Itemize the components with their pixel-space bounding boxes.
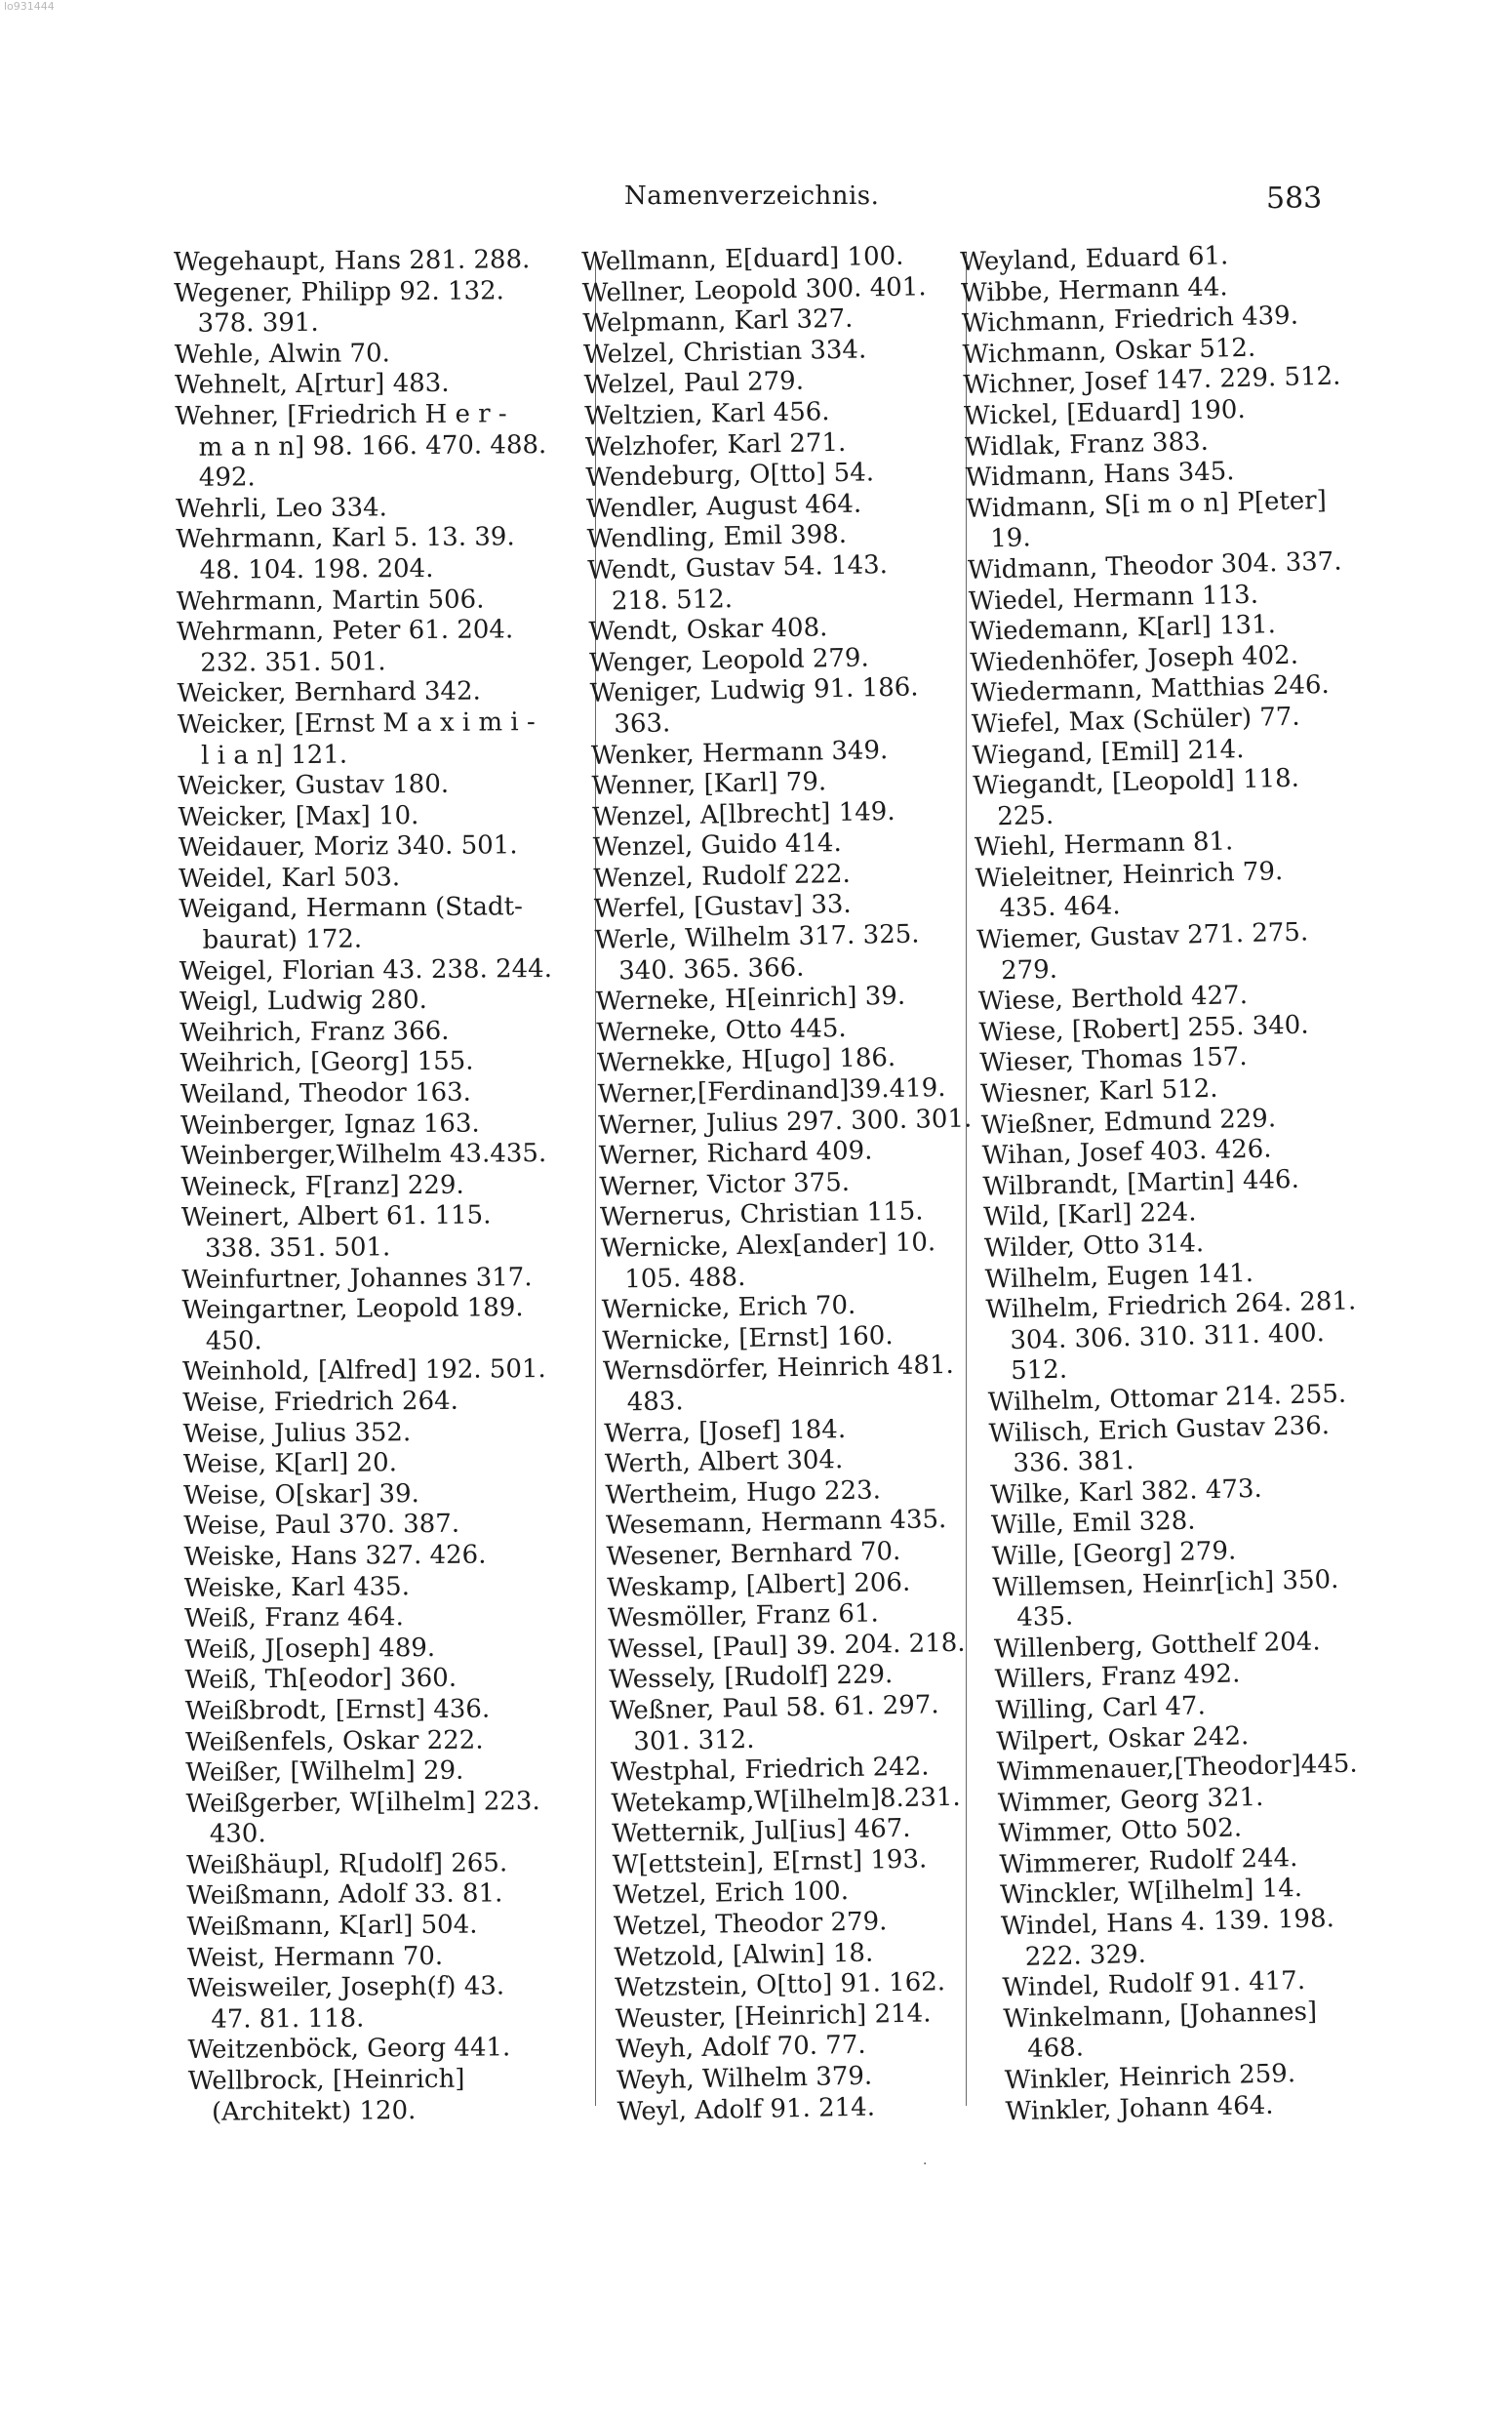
index-entry: Wilbrandt, [Martin] 446. <box>982 1164 1300 1202</box>
index-entry: Weise, K[arl] 20. <box>182 1448 398 1480</box>
index-entry: Wetzel, Theodor 279. <box>613 1907 888 1942</box>
index-entry: Wegener, Philipp 92. 132. <box>174 275 504 308</box>
index-entry: Wiedermann, Matthias 246. <box>970 670 1331 709</box>
index-entry: Weingartner, Leopold 189. <box>181 1293 524 1326</box>
index-entry-continuation: l i a n] 121. <box>200 740 348 771</box>
index-entry: Werneke, Otto 445. <box>596 1013 847 1048</box>
index-entry: Wiegand, [Emil] 214. <box>972 734 1245 771</box>
index-entry: Wiemer, Gustav 271. 275. <box>975 917 1309 955</box>
index-entry: Willing, Carl 47. <box>995 1691 1207 1726</box>
index-entry: Widmann, S[i m o n] P[eter] <box>966 485 1328 524</box>
index-entry-continuation: 430. <box>209 1819 266 1850</box>
index-entry: Weißmann, K[arl] 504. <box>186 1910 478 1943</box>
index-entry: Weise, O[skar] 39. <box>182 1478 419 1511</box>
index-entry: Wenner, [Karl] 79. <box>591 767 827 801</box>
index-entry: Wenzel, Guido 414. <box>592 828 843 864</box>
running-head: Namenverzeichnis. <box>624 182 880 211</box>
index-entry-continuation: 340. 365. 366. <box>617 952 805 987</box>
index-entry: Winkler, Heinrich 259. <box>1004 2059 1296 2096</box>
archive-stamp: lo931444 <box>4 0 55 13</box>
index-entry: Weßner, Paul 58. 61. 297. <box>609 1690 939 1726</box>
index-entry: Weißbrodt, [Ernst] 436. <box>184 1694 491 1726</box>
index-entry: Willers, Franz 492. <box>994 1659 1241 1695</box>
index-entry-continuation: 512. <box>1010 1355 1068 1387</box>
index-entry: Weineck, F[ranz] 229. <box>180 1170 464 1202</box>
index-entry-continuation: 336. 381. <box>1013 1446 1134 1479</box>
index-entry: Wetzold, [Alwin] 18. <box>614 1938 874 1973</box>
index-entry: Wehle, Alwin 70. <box>174 339 390 370</box>
index-entry: Welzel, Paul 279. <box>583 367 805 401</box>
index-entry: Wiedel, Hermann 113. <box>968 580 1259 617</box>
index-entry: Werner,[Ferdinand]39.419. <box>597 1073 946 1109</box>
index-entry: Weltzien, Karl 456. <box>584 397 830 431</box>
print-mark: · <box>923 2157 928 2172</box>
index-entry: Weigel, Florian 43. 238. 244. <box>179 953 553 987</box>
page-number: 583 <box>1266 182 1323 216</box>
index-entry: Wiefel, Max (Schüler) 77. <box>971 702 1300 740</box>
index-entry: Weyland, Eduard 61. <box>960 241 1229 277</box>
index-entry-continuation: 218. 512. <box>611 584 734 617</box>
index-entry: Weidauer, Moriz 340. 501. <box>178 830 518 864</box>
index-entry: Weiß, Th[eodor] 360. <box>184 1664 458 1696</box>
index-entry: Weise, Julius 352. <box>182 1417 412 1449</box>
index-entry-continuation: 225. <box>996 800 1054 831</box>
index-entry: Wehner, [Friedrich H e r - <box>175 399 507 431</box>
index-entry: Weiß, Franz 464. <box>183 1602 404 1634</box>
index-entry: Widmann, Hans 345. <box>965 457 1235 494</box>
index-entry: Wiedenhöfer, Joseph 402. <box>970 640 1299 678</box>
index-entry: Wichmann, Oskar 512. <box>962 333 1256 370</box>
index-entry: Wesemann, Hermann 435. <box>605 1505 947 1542</box>
index-entry: Wehrli, Leo 334. <box>175 493 388 524</box>
index-entry: Wehnelt, A[rtur] 483. <box>174 369 450 401</box>
index-entry: Werth, Albert 304. <box>604 1445 844 1479</box>
index-entry: Wellbrock, [Heinrich] <box>187 2064 465 2096</box>
index-entry: Wendler, August 464. <box>585 489 862 524</box>
index-entry: Weicker, Bernhard 342. <box>177 676 481 709</box>
index-entry: Winckler, W[ilhelm] 14. <box>999 1874 1303 1911</box>
index-entry: Wertheim, Hugo 223. <box>605 1475 882 1511</box>
index-entry: Wendeburg, O[tto] 54. <box>585 458 875 494</box>
index-entry: Weinhold, [Alfred] 192. 501. <box>181 1354 546 1388</box>
index-entry-continuation: 363. <box>614 708 671 740</box>
index-entry: Wenker, Hermann 349. <box>590 735 889 771</box>
index-entry: Wetternik, Jul[ius] 467. <box>611 1814 911 1849</box>
index-entry: Werra, [Josef] 184. <box>604 1414 847 1449</box>
index-entry: Werner, Richard 409. <box>598 1136 873 1172</box>
index-entry: Wetzel, Erich 100. <box>613 1876 850 1912</box>
index-entry-continuation: 468. <box>1026 2033 1085 2065</box>
index-entry: Weicker, [Max] 10. <box>178 800 419 832</box>
index-entry: Wiesner, Karl 512. <box>979 1073 1218 1109</box>
index-entry-continuation: 492. <box>198 463 256 493</box>
index-entry: Weise, Paul 370. 387. <box>183 1510 460 1542</box>
index-entry: Weinberger, Ignaz 163. <box>179 1109 480 1141</box>
index-entry: Wernsdörfer, Heinrich 481. <box>602 1351 955 1388</box>
index-entry: Wellmann, E[duard] 100. <box>581 241 904 277</box>
index-entry: W[ettstein], E[rnst] 193. <box>612 1844 928 1880</box>
index-entry: Wetzstein, O[tto] 91. 162. <box>614 1967 946 2003</box>
index-entry: Wernicke, [Ernst] 160. <box>602 1320 894 1356</box>
index-entry: Weidel, Karl 503. <box>178 863 401 894</box>
index-entry: Wimmer, Georg 321. <box>997 1782 1264 1819</box>
index-entry: Wenzel, Rudolf 222. <box>593 859 852 894</box>
index-entry: Wibbe, Hermann 44. <box>960 271 1228 308</box>
index-entry: Weyh, Wilhelm 379. <box>616 2061 873 2096</box>
index-entry-continuation: 378. 391. <box>197 308 319 339</box>
index-entry: Wesener, Bernhard 70. <box>606 1536 901 1572</box>
index-entry-continuation: 47. 81. 118. <box>211 2003 365 2035</box>
index-entry: Wilhelm, Friedrich 264. 281. <box>985 1286 1357 1325</box>
index-entry: Werneke, H[einrich] 39. <box>595 982 906 1018</box>
index-entry-continuation: 304. 306. 310. 311. 400. <box>1010 1317 1326 1355</box>
index-entry: Weiske, Hans 327. 426. <box>183 1540 487 1572</box>
index-column-1 <box>174 245 598 2128</box>
index-entry: Wiese, Berthold 427. <box>977 981 1249 1018</box>
index-entry: Wehrmann, Karl 5. 13. 39. <box>176 522 515 555</box>
index-entry: Wendt, Gustav 54. 143. <box>587 549 889 585</box>
index-entry: Windel, Hans 4. 139. 198. <box>1000 1904 1335 1942</box>
index-entry: Weitzenböck, Georg 441. <box>187 2033 511 2066</box>
index-entry: Weyl, Adolf 91. 214. <box>617 2092 876 2127</box>
index-entry: Wilhelm, Ottomar 214. 255. <box>987 1379 1347 1418</box>
index-entry: Wießner, Edmund 229. <box>980 1103 1277 1141</box>
index-entry: Widlak, Franz 383. <box>964 426 1210 463</box>
index-entry-continuation: 435. 464. <box>999 891 1121 924</box>
index-entry: Welzel, Christian 334. <box>582 335 867 370</box>
index-entry: Weiland, Theodor 163. <box>179 1077 471 1110</box>
index-entry: Willemsen, Heinr[ich] 350. <box>992 1564 1339 1603</box>
index-entry: Welpmann, Karl 327. <box>582 303 854 340</box>
index-entry-continuation: 435. <box>1015 1601 1074 1634</box>
index-entry: Weihrich, Franz 366. <box>179 1016 450 1048</box>
index-entry: Wegehaupt, Hans 281. 288. <box>174 245 531 277</box>
index-entry: Wessely, [Rudolf] 229. <box>608 1660 894 1696</box>
index-entry: Wiehl, Hermann 81. <box>974 827 1234 864</box>
index-entry: Wessel, [Paul] 39. 204. 218. <box>608 1628 966 1665</box>
index-entry: Wille, Emil 328. <box>990 1506 1196 1541</box>
index-entry-continuation: 279. <box>1000 954 1058 986</box>
index-entry: Weuster, [Heinrich] 214. <box>615 1998 932 2035</box>
index-entry: Weigl, Ludwig 280. <box>179 986 428 1018</box>
index-entry: Weicker, [Ernst M a x i m i - <box>177 707 536 740</box>
index-entry: Wille, [Georg] 279. <box>991 1536 1237 1572</box>
index-entry: Wild, [Karl] 224. <box>982 1197 1197 1233</box>
index-entry: Wimmer, Otto 502. <box>998 1813 1243 1849</box>
index-entry-continuation: 19. <box>989 523 1032 554</box>
index-entry-continuation: baurat) 172. <box>202 924 363 955</box>
index-entry: Wernicke, Erich 70. <box>601 1290 856 1325</box>
index-entry-continuation: 301. 312. <box>633 1724 755 1756</box>
index-entry: Weißenfels, Oskar 222. <box>184 1725 484 1757</box>
index-entry-continuation: 338. 351. 501. <box>204 1232 391 1264</box>
index-entry: Winkelmann, [Johannes] <box>1002 1996 1318 2035</box>
index-entry: Wichner, Josef 147. 229. 512. <box>963 361 1341 401</box>
index-entry: Wichmann, Friedrich 439. <box>961 301 1299 340</box>
index-entry: Werner, Victor 375. <box>599 1167 851 1202</box>
index-entry: Wickel, [Eduard] 190. <box>963 394 1247 431</box>
index-entry: Weißgerber, W[ilhelm] 223. <box>185 1786 540 1819</box>
index-entry: Westphal, Friedrich 242. <box>610 1752 930 1788</box>
index-entry-continuation: 105. 488. <box>624 1262 746 1294</box>
index-entry: Widmann, Theodor 304. 337. <box>967 546 1342 585</box>
index-entry: Wieser, Thomas 157. <box>979 1042 1248 1079</box>
index-entry: Winkler, Johann 464. <box>1005 2090 1274 2127</box>
index-entry: Wiese, [Robert] 255. 340. <box>978 1010 1309 1048</box>
index-entry: Wenger, Leopold 279. <box>588 643 870 678</box>
index-entry: Welzhofer, Karl 271. <box>584 427 847 463</box>
index-entry: Wimmenauer,[Theodor]445. <box>996 1749 1358 1788</box>
index-entry: Weiske, Karl 435. <box>183 1571 411 1603</box>
index-entry: Wiedemann, K[arl] 131. <box>969 610 1277 648</box>
index-entry: Wenzel, A[lbrecht] 149. <box>591 796 895 832</box>
index-entry: Weigand, Hermann (Stadt- <box>179 892 523 925</box>
index-entry: Wendt, Oskar 408. <box>588 613 828 648</box>
index-entry-continuation: (Architekt) 120. <box>211 2095 417 2127</box>
index-entry-continuation: 450. <box>205 1326 262 1356</box>
index-entry: Weiß, J[oseph] 489. <box>184 1633 436 1665</box>
index-column-3 <box>960 238 1396 2127</box>
index-entry: Weihrich, [Georg] 155. <box>179 1047 474 1079</box>
index-entry: Willenberg, Gotthelf 204. <box>993 1627 1321 1665</box>
index-entry: Weniger, Ludwig 91. 186. <box>589 672 919 709</box>
index-entry-continuation: 483. <box>626 1387 684 1418</box>
index-entry: Wilisch, Erich Gustav 236. <box>988 1410 1331 1449</box>
index-entry: Werfel, [Gustav] 33. <box>593 890 852 925</box>
index-entry: Weskamp, [Albert] 206. <box>607 1567 911 1603</box>
index-entry: Wimmerer, Rudolf 244. <box>999 1842 1298 1880</box>
index-entry: Weißmann, Adolf 33. 81. <box>186 1878 503 1912</box>
index-entry: Wellner, Leopold 300. 401. <box>581 271 927 308</box>
index-entry: Wilder, Otto 314. <box>983 1229 1205 1264</box>
index-column-2 <box>581 240 1003 2127</box>
index-entry: Windel, Rudolf 91. 417. <box>1002 1966 1306 2003</box>
index-entry: Weyh, Adolf 70. 77. <box>616 2031 866 2066</box>
index-entry-continuation: m a n n] 98. 166. 470. 488. <box>198 429 547 463</box>
index-entry: Werner, Julius 297. 300. 301. <box>597 1104 973 1141</box>
index-entry: Werle, Wilhelm 317. 325. <box>594 919 920 955</box>
index-entry: Weist, Hermann 70. <box>186 1941 444 1973</box>
index-entry: Wendling, Emil 398. <box>586 520 848 555</box>
index-entry: Weißhäupl, R[udolf] 265. <box>185 1848 508 1880</box>
index-entry: Wiegandt, [Leopold] 118. <box>973 763 1300 801</box>
index-entry: Wesmöller, Franz 61. <box>607 1598 880 1634</box>
index-entry: Wilpert, Oskar 242. <box>996 1720 1250 1757</box>
index-entry: Weise, Friedrich 264. <box>182 1386 459 1418</box>
index-entry: Weicker, Gustav 180. <box>178 769 450 802</box>
index-entry: Weinfurtner, Johannes 317. <box>181 1262 533 1295</box>
index-entry: Wernerus, Christian 115. <box>599 1196 924 1233</box>
index-entry: Weißer, [Wilhelm] 29. <box>185 1755 464 1789</box>
index-entry: Weisweiler, Joseph(f) 43. <box>186 1971 505 2004</box>
index-entry: Wehrmann, Martin 506. <box>176 585 485 617</box>
index-entry: Wetekamp,W[ilhelm]8.231. <box>611 1782 961 1819</box>
index-entry: Wehrmann, Peter 61. 204. <box>176 615 514 648</box>
index-entry-continuation: 222. 329. <box>1024 1939 1147 1972</box>
index-entry: Weinberger,Wilhelm 43.435. <box>180 1139 547 1172</box>
index-entry: Wernicke, Alex[ander] 10. <box>600 1228 936 1264</box>
index-entry: Wernekke, H[ugo] 186. <box>596 1043 896 1079</box>
index-entry: Wilhelm, Eugen 141. <box>984 1258 1254 1295</box>
index-entry: Wieleitner, Heinrich 79. <box>975 856 1284 894</box>
index-entry: Weinert, Albert 61. 115. <box>180 1200 492 1233</box>
index-entry: Wihan, Josef 403. 426. <box>981 1134 1272 1171</box>
index-entry: Wilke, Karl 382. 473. <box>989 1473 1263 1511</box>
index-entry-continuation: 48. 104. 198. 204. <box>199 553 434 585</box>
index-entry-continuation: 232. 351. 501. <box>200 647 386 678</box>
